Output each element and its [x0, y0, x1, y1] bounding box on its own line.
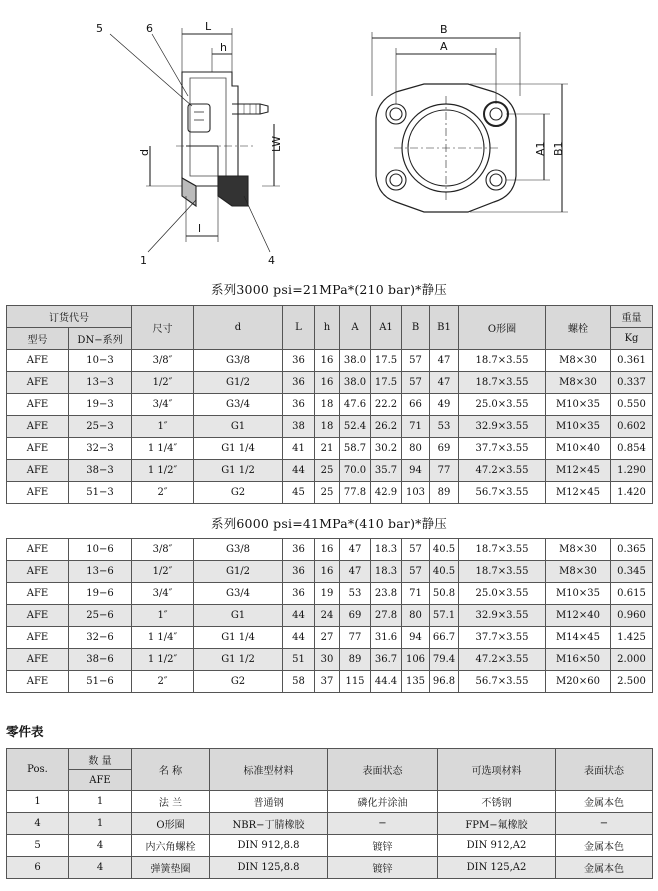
table-cell: 80 [402, 605, 430, 627]
table-cell: AFE [7, 583, 69, 605]
header-L: L [283, 306, 315, 350]
table-cell: AFE [7, 671, 69, 693]
table-cell: 1″ [132, 605, 194, 627]
table-cell: 77.8 [340, 482, 371, 504]
table-cell: 49 [430, 394, 459, 416]
table-cell: 44 [283, 605, 315, 627]
label-4: 4 [268, 254, 275, 267]
table-cell: 56.7×3.55 [459, 482, 546, 504]
table-cell: 89 [430, 482, 459, 504]
table-cell: FPM−氟橡胶 [438, 813, 556, 835]
table-row [7, 416, 653, 438]
table-cell: 10−6 [69, 539, 132, 561]
table-cell: AFE [7, 394, 69, 416]
table-cell: G2 [194, 671, 283, 693]
table-cell: 52.4 [340, 416, 371, 438]
parts-table [6, 748, 653, 879]
table-cell: DIN 912,A2 [438, 835, 556, 857]
table-cell: 32−3 [69, 438, 132, 460]
table-cell: 103 [402, 482, 430, 504]
table-cell: 51 [283, 649, 315, 671]
table-row [7, 561, 653, 583]
header-A1: A1 [371, 306, 402, 350]
table-cell: 36.7 [371, 649, 402, 671]
front-view [372, 32, 568, 212]
header-size: 尺寸 [132, 306, 194, 350]
table-cell: 30 [315, 649, 340, 671]
table-cell: AFE [7, 627, 69, 649]
table-cell: 53 [340, 583, 371, 605]
table-cell: 25.0×3.55 [459, 394, 546, 416]
table-cell: 58 [283, 671, 315, 693]
label-A: A [440, 40, 448, 53]
table-cell: 1 [69, 791, 132, 813]
table-row [7, 460, 653, 482]
parts-header-qty-afe: AFE [69, 770, 132, 791]
table-cell: 18 [315, 394, 340, 416]
table-cell: 38−3 [69, 460, 132, 482]
table-cell: 89 [340, 649, 371, 671]
table-cell: 18.7×3.55 [459, 350, 546, 372]
header-B1: B1 [430, 306, 459, 350]
table-cell: 66.7 [430, 627, 459, 649]
table-cell: 2″ [132, 482, 194, 504]
flange-drawing [0, 0, 658, 272]
table-cell: G1 1/2 [194, 460, 283, 482]
table-cell: 4 [7, 813, 69, 835]
table-row [7, 605, 653, 627]
table-cell: M16×50 [546, 649, 611, 671]
table-cell: 1 1/2″ [132, 649, 194, 671]
table-cell: 镀锌 [328, 857, 438, 879]
table-cell: 47 [430, 350, 459, 372]
table-cell: 25−6 [69, 605, 132, 627]
table-cell: 36 [283, 539, 315, 561]
label-6: 6 [146, 22, 153, 35]
table-cell: 57 [402, 539, 430, 561]
label-d: d [138, 149, 151, 156]
table-cell: 53 [430, 416, 459, 438]
header-h: h [315, 306, 340, 350]
table-cell: 3/8″ [132, 539, 194, 561]
table-cell: 31.6 [371, 627, 402, 649]
table-cell: 25.0×3.55 [459, 583, 546, 605]
table-cell: 135 [402, 671, 430, 693]
label-h: h [220, 41, 227, 54]
table-cell: 36 [283, 350, 315, 372]
parts-header-qty: 数 量 [69, 749, 132, 770]
table-row [7, 627, 653, 649]
table-cell: 41 [283, 438, 315, 460]
table-cell: 57.1 [430, 605, 459, 627]
table-cell: 38.0 [340, 372, 371, 394]
table-row [7, 583, 653, 605]
table-cell: 25 [315, 460, 340, 482]
side-section-view [110, 28, 280, 252]
table-row [7, 835, 653, 857]
table-cell: 47.2×3.55 [459, 649, 546, 671]
table-cell: − [328, 813, 438, 835]
label-B: B [440, 23, 448, 36]
table-cell: 2″ [132, 671, 194, 693]
table-cell: AFE [7, 460, 69, 482]
header-dn: DN−系列 [69, 328, 132, 350]
table-cell: 磷化并涂油 [328, 791, 438, 813]
table-cell: 0.345 [611, 561, 653, 583]
table-cell: G3/4 [194, 583, 283, 605]
parts-header-pos: Pos. [7, 749, 69, 791]
table-cell: 13−3 [69, 372, 132, 394]
table-cell: 32−6 [69, 627, 132, 649]
table-cell: 94 [402, 460, 430, 482]
table-cell: 23.8 [371, 583, 402, 605]
table-cell: 38 [283, 416, 315, 438]
table-cell: 内六角螺栓 [132, 835, 210, 857]
table-cell: 37.7×3.55 [459, 438, 546, 460]
table-cell: 1.290 [611, 460, 653, 482]
table-cell: 44 [283, 460, 315, 482]
table-cell: 17.5 [371, 372, 402, 394]
table-cell: 1/2″ [132, 561, 194, 583]
parts-list-title: 零件表 [6, 724, 44, 739]
header-weight-unit: Kg [611, 328, 653, 350]
table-cell: M12×40 [546, 605, 611, 627]
table-row [7, 350, 653, 372]
table-cell: M10×35 [546, 394, 611, 416]
table-cell: G1/2 [194, 372, 283, 394]
series3000-caption: 系列3000 psi=21MPa*(210 bar)*静压 [211, 282, 447, 297]
table-cell: 51−3 [69, 482, 132, 504]
table-cell: 19−6 [69, 583, 132, 605]
table-cell: 37 [315, 671, 340, 693]
table-cell: M10×40 [546, 438, 611, 460]
table-cell: 16 [315, 372, 340, 394]
table-cell: G1 [194, 416, 283, 438]
table-cell: 金属本色 [556, 791, 653, 813]
table-cell: 18 [315, 416, 340, 438]
table-cell: M8×30 [546, 539, 611, 561]
table-cell: 69 [340, 605, 371, 627]
table-cell: 16 [315, 561, 340, 583]
table-cell: DIN 912,8.8 [210, 835, 328, 857]
table-cell: 21 [315, 438, 340, 460]
table-cell: 1″ [132, 416, 194, 438]
table-cell: 94 [402, 627, 430, 649]
table-cell: 44 [283, 627, 315, 649]
table-cell: 1 1/4″ [132, 438, 194, 460]
header-order-code: 订货代号 [7, 306, 132, 328]
table-cell: G2 [194, 482, 283, 504]
table-cell: 66 [402, 394, 430, 416]
table-cell: 镀锌 [328, 835, 438, 857]
table-cell: 19 [315, 583, 340, 605]
parts-header-surface2: 表面状态 [556, 749, 653, 791]
table-cell: DIN 125,8.8 [210, 857, 328, 879]
table-cell: M8×30 [546, 372, 611, 394]
table-cell: 22.2 [371, 394, 402, 416]
table-cell: 0.361 [611, 350, 653, 372]
table-cell: 6 [7, 857, 69, 879]
parts-header-name: 名 称 [132, 749, 210, 791]
table-cell: 3/4″ [132, 394, 194, 416]
table-cell: 3/8″ [132, 350, 194, 372]
table-cell: 32.9×3.55 [459, 605, 546, 627]
table-cell: 36 [283, 372, 315, 394]
table-cell: DIN 125,A2 [438, 857, 556, 879]
table-cell: 0.602 [611, 416, 653, 438]
header-bolt: 螺栓 [546, 306, 611, 350]
table-cell: G1/2 [194, 561, 283, 583]
table-cell: 38.0 [340, 350, 371, 372]
table-cell: G1 1/4 [194, 627, 283, 649]
table-cell: 36 [283, 561, 315, 583]
table-cell: 16 [315, 350, 340, 372]
table-cell: 法 兰 [132, 791, 210, 813]
table-cell: 0.365 [611, 539, 653, 561]
table-cell: 40.5 [430, 561, 459, 583]
table-cell: 18.7×3.55 [459, 539, 546, 561]
table-cell: M10×35 [546, 583, 611, 605]
parts-header-surface: 表面状态 [328, 749, 438, 791]
table-cell: M8×30 [546, 561, 611, 583]
table-cell: NBR−丁腈橡胶 [210, 813, 328, 835]
series6000-table [6, 538, 653, 693]
parts-header-std-material: 标准型材料 [210, 749, 328, 791]
table-row [7, 438, 653, 460]
table-cell: 18.7×3.55 [459, 372, 546, 394]
table-cell: M10×35 [546, 416, 611, 438]
table-cell: 38−6 [69, 649, 132, 671]
table-cell: 17.5 [371, 350, 402, 372]
table-cell: 2.000 [611, 649, 653, 671]
table-cell: 71 [402, 583, 430, 605]
table-cell: G1 1/2 [194, 649, 283, 671]
table-cell: G3/8 [194, 539, 283, 561]
label-L: L [205, 20, 212, 33]
table-row [7, 671, 653, 693]
label-l: l [198, 222, 202, 235]
table-row [7, 813, 653, 835]
table-cell: 47 [430, 372, 459, 394]
label-A1: A1 [534, 141, 547, 156]
table-cell: 69 [430, 438, 459, 460]
table-cell: 2.500 [611, 671, 653, 693]
table-cell: 47.6 [340, 394, 371, 416]
table-cell: 13−6 [69, 561, 132, 583]
table-cell: 50.8 [430, 583, 459, 605]
table-cell: 25−3 [69, 416, 132, 438]
table-cell: 0.550 [611, 394, 653, 416]
table-cell: 1.425 [611, 627, 653, 649]
header-A: A [340, 306, 371, 350]
table-cell: 5 [7, 835, 69, 857]
table-cell: 1 [69, 813, 132, 835]
table-cell: 79.4 [430, 649, 459, 671]
table-cell: 36 [283, 583, 315, 605]
table-cell: 27 [315, 627, 340, 649]
table-cell: 96.8 [430, 671, 459, 693]
header-B: B [402, 306, 430, 350]
table-cell: AFE [7, 438, 69, 460]
table-cell: G1 1/4 [194, 438, 283, 460]
table-cell: 不锈钢 [438, 791, 556, 813]
series6000-caption: 系列6000 psi=41MPa*(410 bar)*静压 [211, 516, 447, 531]
table-cell: AFE [7, 649, 69, 671]
table-cell: 44.4 [371, 671, 402, 693]
table-cell: G3/8 [194, 350, 283, 372]
header-oring: O形圈 [459, 306, 546, 350]
table-row [7, 649, 653, 671]
table-cell: 0.615 [611, 583, 653, 605]
table-cell: 56.7×3.55 [459, 671, 546, 693]
table-cell: AFE [7, 605, 69, 627]
table-cell: 45 [283, 482, 315, 504]
table-cell: 77 [340, 627, 371, 649]
table-cell: AFE [7, 350, 69, 372]
label-5: 5 [96, 22, 103, 35]
table-cell: 普通钢 [210, 791, 328, 813]
table-cell: 弹簧垫圈 [132, 857, 210, 879]
table-cell: 0.854 [611, 438, 653, 460]
table-cell: 47.2×3.55 [459, 460, 546, 482]
parts-header-opt-material: 可选项材料 [438, 749, 556, 791]
table-cell: 4 [69, 857, 132, 879]
label-B1: B1 [552, 141, 565, 156]
table-cell: 金属本色 [556, 857, 653, 879]
table-cell: 1 [7, 791, 69, 813]
table-cell: 40.5 [430, 539, 459, 561]
table-cell: 115 [340, 671, 371, 693]
table-cell: 106 [402, 649, 430, 671]
table-cell: AFE [7, 539, 69, 561]
table-cell: 1.420 [611, 482, 653, 504]
table-cell: AFE [7, 482, 69, 504]
table-cell: M20×60 [546, 671, 611, 693]
table-cell: 1 1/2″ [132, 460, 194, 482]
table-cell: M12×45 [546, 460, 611, 482]
table-row [7, 482, 653, 504]
table-cell: 32.9×3.55 [459, 416, 546, 438]
label-LW: LW [270, 136, 283, 152]
table-cell: 51−6 [69, 671, 132, 693]
table-cell: 77 [430, 460, 459, 482]
table-cell: 71 [402, 416, 430, 438]
table-cell: 36 [283, 394, 315, 416]
header-weight: 重量 [611, 306, 653, 328]
table-cell: AFE [7, 561, 69, 583]
table-cell: 25 [315, 482, 340, 504]
table-cell: 4 [69, 835, 132, 857]
table-cell: 24 [315, 605, 340, 627]
table-cell: 18.3 [371, 561, 402, 583]
table-cell: 10−3 [69, 350, 132, 372]
table-cell: O形圈 [132, 813, 210, 835]
table-cell: M12×45 [546, 482, 611, 504]
table-cell: 3/4″ [132, 583, 194, 605]
table-cell: M14×45 [546, 627, 611, 649]
header-d: d [194, 306, 283, 350]
table-cell: 19−3 [69, 394, 132, 416]
label-1: 1 [140, 254, 147, 267]
table-cell: AFE [7, 372, 69, 394]
table-cell: 57 [402, 372, 430, 394]
table-cell: 58.7 [340, 438, 371, 460]
table-row [7, 791, 653, 813]
table-cell: 42.9 [371, 482, 402, 504]
table-cell: − [556, 813, 653, 835]
table-cell: G1 [194, 605, 283, 627]
table-cell: 金属本色 [556, 835, 653, 857]
table-cell: 47 [340, 561, 371, 583]
table-cell: 37.7×3.55 [459, 627, 546, 649]
table-cell: 16 [315, 539, 340, 561]
table-cell: 80 [402, 438, 430, 460]
table-row [7, 857, 653, 879]
table-cell: 35.7 [371, 460, 402, 482]
table-row [7, 539, 653, 561]
header-type: 型号 [7, 328, 69, 350]
table-cell: 57 [402, 350, 430, 372]
table-row [7, 394, 653, 416]
table-cell: 0.960 [611, 605, 653, 627]
table-cell: 47 [340, 539, 371, 561]
table-cell: 0.337 [611, 372, 653, 394]
table-cell: 1/2″ [132, 372, 194, 394]
table-cell: 26.2 [371, 416, 402, 438]
table-cell: G3/4 [194, 394, 283, 416]
table-cell: 70.0 [340, 460, 371, 482]
table-cell: 18.7×3.55 [459, 561, 546, 583]
table-cell: 18.3 [371, 539, 402, 561]
table-cell: AFE [7, 416, 69, 438]
table-cell: M8×30 [546, 350, 611, 372]
table-cell: 1 1/4″ [132, 627, 194, 649]
table-row [7, 372, 653, 394]
series3000-table [6, 305, 653, 504]
table-cell: 27.8 [371, 605, 402, 627]
table-cell: 30.2 [371, 438, 402, 460]
table-cell: 57 [402, 561, 430, 583]
